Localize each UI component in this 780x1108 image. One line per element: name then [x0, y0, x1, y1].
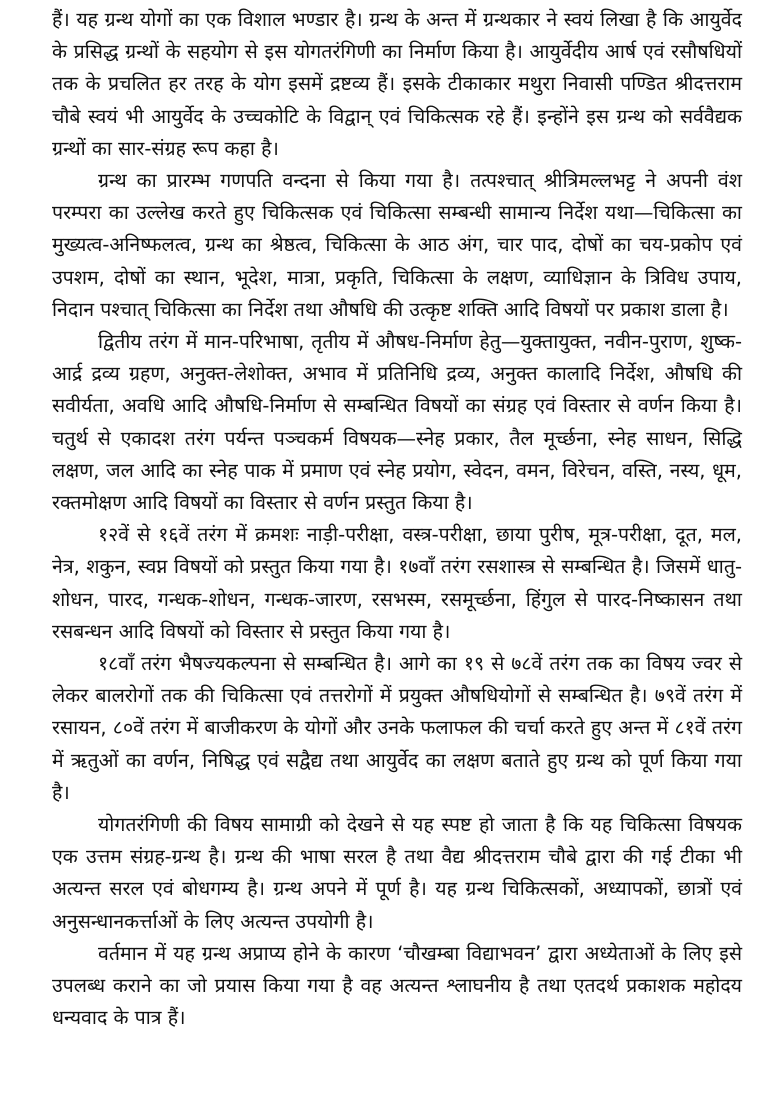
paragraph-second-tarang: द्वितीय तरंग में मान-परिभाषा, तृतीय में औषध-निर्माण हेतु—युक्तायुक्त, नवीन-पुराण, शुष्क-आर्द्र द्रव्य ग्रहण, अनुक्त-लेशोक्त, अभाव में प्रतिनिधि द्रव्य, अनुक्त कालादि निर्देश, औषधि की सवीर्यता, अवधि आदि औषधि-निर्माण से सम्बन्धित विषयों का संग्रह एवं विस्तार से वर्णन किया है। चतुर्थ से एकादश तरंग पर्यन्त पञ्चकर्म विषयक—स्नेह प्रकार, तैल मूर्च्छना, स्नेह साधन, सिद्धि लक्षण, जल आदि का स्नेह पाक में प्रमाण एवं स्नेह प्रयोग, स्वेदन, वमन, विरेचन, वस्ति, नस्य, धूम, रक्तमोक्षण आदि विषयों का विस्तार से वर्णन प्रस्तुत किया है।	[52, 330, 742, 515]
paragraph-eighteenth-tarang: १८वाँ तरंग भैषज्यकल्पना से सम्बन्धित है। आगे का १९ से ७८वें तरंग तक का विषय ज्वर से लेकर बालरोगों तक की चिकित्सा एवं तत्तरोगों में प्रयुक्त औषधियोगों से सम्बन्धित है। ७९वें तरंग में रसायन, ८०वें तरंग में बाजीकरण के योगों और उनके फलाफल की चर्चा करते हुए अन्त में ८१वें तरंग में ऋतुओं का वर्णन, निषिद्ध एवं सद्वैद्य तथा आयुर्वेद का लक्षण बताते हुए ग्रन्थ को पूर्ण किया गया है।	[52, 652, 742, 804]
paragraph-introduction: ग्रन्थ का प्रारम्भ गणपति वन्दना से किया गया है। तत्पश्चात् श्रीत्रिमल्लभट्ट ने अपनी वंश परम्परा का उल्लेख करते हुए चिकित्सक एवं चिकित्सा सम्बन्धी सामान्य निर्देश यथा—चिकित्सा का मुख्यत्व-अनिष्फलत्व, ग्रन्थ का श्रेष्ठत्व, चिकित्सा के आठ अंग, चार पाद, दोषों का चय-प्रकोप एवं उपशम, दोषों का स्थान, भूदेश, मात्रा, प्रकृति, चिकित्सा के लक्षण, व्याधिज्ञान के त्रिविध उपाय, निदान पश्चात् चिकित्सा का निर्देश तथा औषधि की उत्कृष्ट शक्ति आदि विषयों पर प्रकाश डाला है।	[52, 169, 742, 321]
paragraph-conclusion: योगतरंगिणी की विषय सामाग्री को देखने से यह स्पष्ट हो जाता है कि यह चिकित्सा विषयक एक उत्तम संग्रह-ग्रन्थ है। ग्रन्थ की भाषा सरल है तथा वैद्य श्रीदत्तराम चौबे द्वारा की गई टीका भी अत्यन्त सरल एवं बोधगम्य है। ग्रन्थ अपने में पूर्ण है। यह ग्रन्थ चिकित्सकों, अध्यापकों, छात्रों एवं अनुसन्धानकर्त्ताओं के लिए अत्यन्त उपयोगी है।	[52, 813, 742, 933]
paragraph-acknowledgement: वर्तमान में यह ग्रन्थ अप्राप्य होने के कारण ‘चौखम्बा विद्याभवन’ द्वारा अध्येताओं के लिए इसे उपलब्ध कराने का जो प्रयास किया गया है वह अत्यन्त श्लाघनीय है तथा एतदर्थ प्रकाशक महोदय धन्यवाद के पात्र हैं।	[52, 941, 742, 1030]
document-page	[52, 4, 742, 1035]
paragraph-continuation: हैं। यह ग्रन्थ योगों का एक विशाल भण्डार है। ग्रन्थ के अन्त में ग्रन्थकार ने स्वयं लिखा है कि आयुर्वेद के प्रसिद्ध ग्रन्थों के सहयोग से इस योगतरंगिणी का निर्माण किया है। आयुर्वेदीय आर्ष एवं रसौषधियों तक के प्रचलित हर तरह के योग इसमें द्रष्टव्य हैं। इसके टीकाकार मथुरा निवासी पण्डित श्रीदत्तराम चौबे स्वयं भी आयुर्वेद के उच्चकोटि के विद्वान् एवं चिकित्सक रहे हैं। इन्होंने इस ग्रन्थ को सर्ववैद्यक ग्रन्थों का सार-संग्रह रूप कहा है।	[52, 8, 742, 160]
paragraph-twelfth-tarang: १२वें से १६वें तरंग में क्रमशः नाड़ी-परीक्षा, वस्त्र-परीक्षा, छाया पुरीष, मूत्र-परीक्षा, दूत, मल, नेत्र, शकुन, स्वप्न विषयों को प्रस्तुत किया गया है। १७वाँ तरंग रसशास्त्र से सम्बन्धित है। जिसमें धातु-शोधन, पारद, गन्धक-शोधन, गन्धक-जारण, रसभस्म, रसमूर्च्छना, हिंगुल से पारद-निष्कासन तथा रसबन्धन आदि विषयों को विस्तार से प्रस्तुत किया गया है।	[52, 523, 742, 643]
